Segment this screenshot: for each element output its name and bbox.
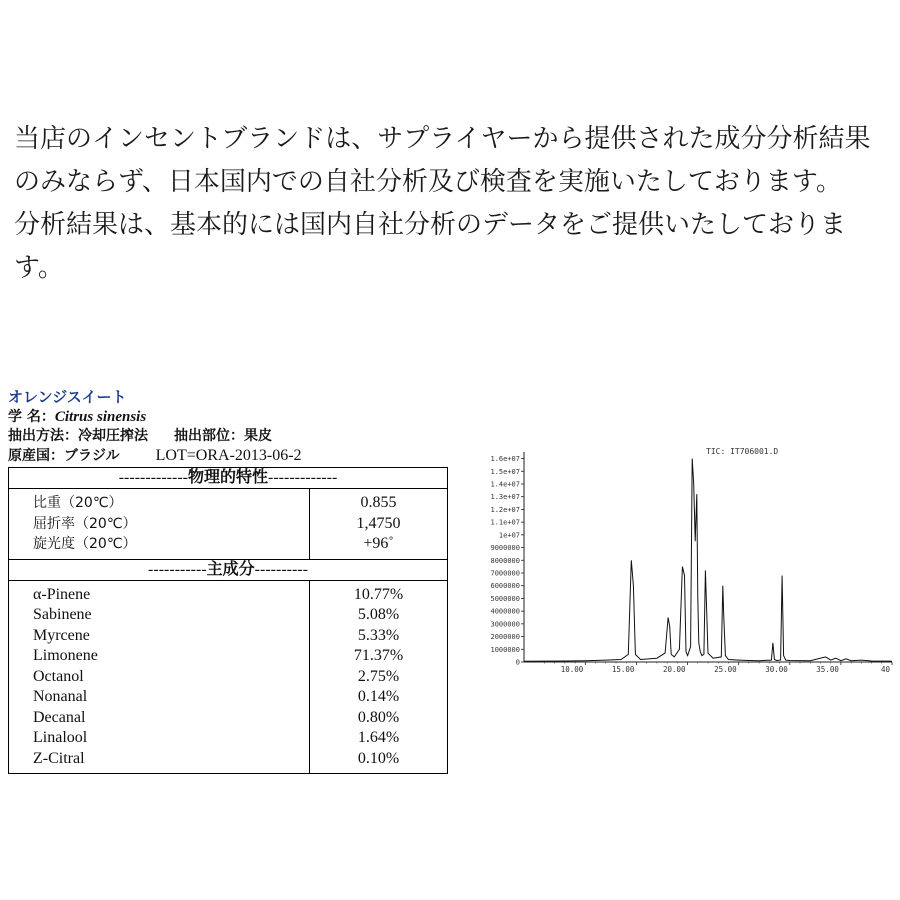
x-tick-label: 10.00 xyxy=(560,665,584,674)
origin: 原産国：ブラジル xyxy=(8,448,120,464)
product-name: オレンジスイート xyxy=(8,388,127,406)
component-row xyxy=(9,708,448,729)
chromatogram-trace xyxy=(524,459,892,662)
physical-property-name: 屈折率（20℃） xyxy=(9,514,310,535)
component-value: 5.08% xyxy=(310,605,448,626)
component-row xyxy=(9,580,448,605)
component-value: 0.10% xyxy=(310,749,448,774)
y-tick-label: 1.5e+07 xyxy=(490,467,520,476)
component-row xyxy=(9,646,448,667)
x-tick-label: 30.00 xyxy=(765,665,788,674)
component-name: Octanol xyxy=(9,667,310,688)
y-tick-label: 7000000 xyxy=(490,569,520,578)
x-tick-label: 25.00 xyxy=(714,665,737,674)
chart-title: TIC: IT706001.D xyxy=(706,447,779,456)
component-name: Decanal xyxy=(9,708,310,729)
component-value: 0.80% xyxy=(310,708,448,729)
components-heading: -----------主成分---------- xyxy=(9,559,448,580)
component-row xyxy=(9,605,448,626)
intro-paragraph-2: 分析結果は、基本的には国内自社分析のデータをご提供いたしております。 xyxy=(14,210,847,283)
physical-property-value: +96˚ xyxy=(310,534,448,559)
component-value: 1.64% xyxy=(310,728,448,749)
spec-header xyxy=(8,388,448,466)
component-name: α-Pinene xyxy=(9,580,310,605)
scientific-label: 学 名： xyxy=(8,409,55,425)
extraction-method: 抽出方法：冷却圧搾法 xyxy=(8,428,148,444)
component-value: 71.37% xyxy=(310,646,448,667)
component-value: 0.14% xyxy=(310,687,448,708)
physical-heading: -------------物理的特性------------- xyxy=(9,468,448,489)
extraction-part: 抽出部位：果皮 xyxy=(174,428,272,444)
physical-property-value: 0.855 xyxy=(310,489,448,514)
physical-property-row xyxy=(9,514,448,535)
y-tick-label: 1.1e+07 xyxy=(490,518,520,527)
physical-property-row xyxy=(9,489,448,514)
spec-table xyxy=(8,467,448,774)
component-value: 10.77% xyxy=(310,580,448,605)
component-name: Nonanal xyxy=(9,687,310,708)
y-tick-label: 3000000 xyxy=(490,620,520,629)
y-tick-label: 9000000 xyxy=(490,544,520,553)
y-tick-label: 8000000 xyxy=(490,556,520,565)
y-tick-label: 4000000 xyxy=(490,607,520,616)
component-row xyxy=(9,728,448,749)
component-value: 5.33% xyxy=(310,626,448,647)
y-tick-label: 1000000 xyxy=(490,645,520,654)
x-tick-label: 20.00 xyxy=(662,665,686,674)
chromatogram-svg xyxy=(468,442,896,682)
x-tick-label: 35.00 xyxy=(816,665,839,674)
y-tick-label: 1.3e+07 xyxy=(490,493,520,502)
y-tick-label: 2000000 xyxy=(490,633,520,642)
component-row xyxy=(9,687,448,708)
component-row xyxy=(9,667,448,688)
component-name: Sabinene xyxy=(9,605,310,626)
spec-sheet xyxy=(8,388,448,774)
intro-text xyxy=(14,118,886,290)
component-row xyxy=(9,626,448,647)
physical-heading-row xyxy=(9,468,448,489)
y-tick-label: 0 xyxy=(515,658,520,667)
y-tick-label: 6000000 xyxy=(490,582,520,591)
intro-paragraph-1: 当店のインセントブランドは、サプライヤーから提供された成分分析結果のみならず、日本国内での自社分析及び検査を実施いたしております。 xyxy=(14,124,871,197)
component-name: Limonene xyxy=(9,646,310,667)
x-tick-label: 40 xyxy=(880,665,890,674)
y-tick-label: 5000000 xyxy=(490,594,520,603)
y-tick-label: 1.6e+07 xyxy=(490,455,520,464)
x-tick-label: 15.00 xyxy=(611,665,635,674)
physical-property-row xyxy=(9,534,448,559)
lot-number: LOT=ORA-2013-06-2 xyxy=(155,447,302,464)
components-heading-row xyxy=(9,559,448,580)
y-tick-label: 1.4e+07 xyxy=(490,480,520,489)
physical-property-name: 旋光度（20℃） xyxy=(9,534,310,559)
chromatogram xyxy=(468,442,896,682)
scientific-name: Citrus sinensis xyxy=(54,409,147,425)
physical-property-name: 比重（20℃） xyxy=(9,489,310,514)
component-row xyxy=(9,749,448,774)
y-tick-label: 1e+07 xyxy=(498,531,520,540)
y-tick-label: 1.2e+07 xyxy=(490,505,520,514)
component-name: Myrcene xyxy=(9,626,310,647)
component-name: Z-Citral xyxy=(9,749,310,774)
component-value: 2.75% xyxy=(310,667,448,688)
component-name: Linalool xyxy=(9,728,310,749)
physical-property-value: 1,4750 xyxy=(310,514,448,535)
